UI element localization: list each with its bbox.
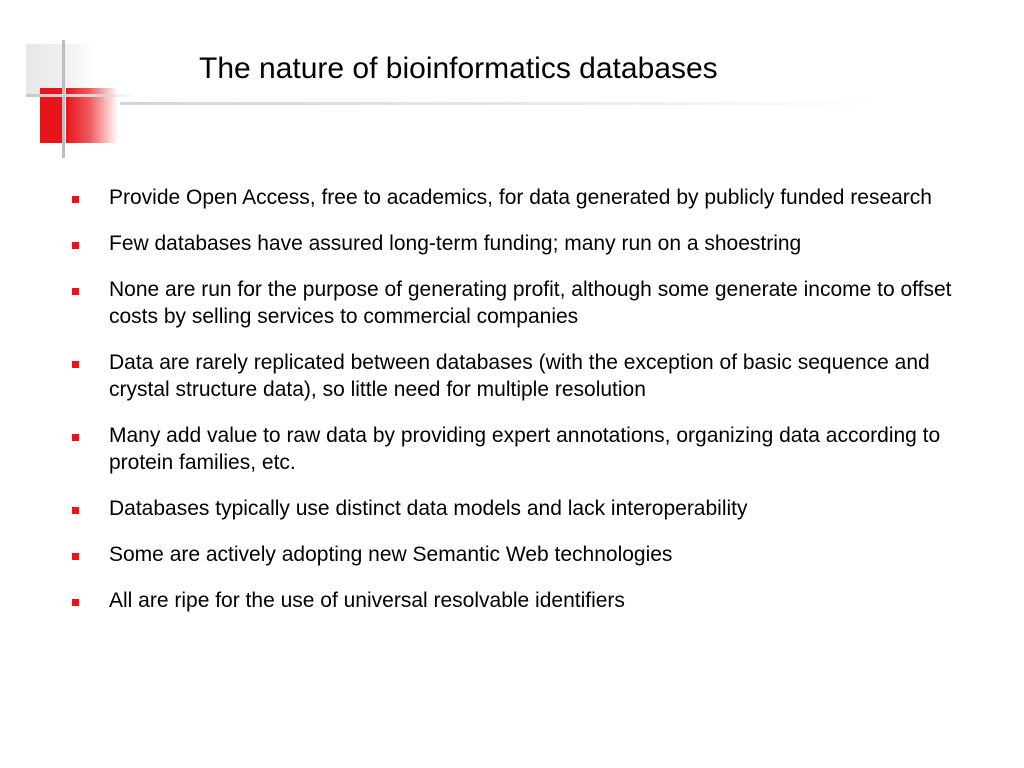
bullet-text: Some are actively adopting new Semantic Web technologies <box>109 543 673 566</box>
bullet-text: Databases typically use distinct data models and lack interoperability <box>109 497 748 520</box>
bullet-item <box>70 587 985 614</box>
bullet-text: None are run for the purpose of generating profit, although some generate income to offset costs by selling services to commercial companies <box>109 278 952 328</box>
bullet-text: Data are rarely replicated between databases (with the exception of basic sequence and crystal structure data), so little need for multiple resolution <box>109 351 930 401</box>
logo-vertical-line <box>62 40 65 158</box>
bullet-item <box>70 541 985 568</box>
title-underline-rule <box>120 102 880 105</box>
bullet-square-icon <box>72 288 79 295</box>
bullet-square-icon <box>72 361 79 368</box>
logo-decoration <box>0 0 140 170</box>
slide-title: The nature of bioinformatics databases <box>199 52 718 85</box>
bullet-item <box>70 184 985 211</box>
bullet-square-icon <box>72 599 79 606</box>
bullet-text: Few databases have assured long-term funding; many run on a shoestring <box>109 232 802 255</box>
logo-horizontal-line <box>26 94 136 97</box>
bullet-item <box>70 276 985 330</box>
bullet-square-icon <box>72 242 79 249</box>
bullet-item <box>70 495 985 522</box>
bullet-text: Provide Open Access, free to academics, for data generated by publicly funded research <box>109 186 932 209</box>
bullet-square-icon <box>72 507 79 514</box>
bullet-text: Many add value to raw data by providing expert annotations, organizing data according to protein families, etc. <box>109 424 941 474</box>
bullet-item <box>70 230 985 257</box>
bullet-list <box>70 184 985 633</box>
bullet-square-icon <box>72 196 79 203</box>
bullet-square-icon <box>72 434 79 441</box>
bullet-item <box>70 422 985 476</box>
bullet-square-icon <box>72 553 79 560</box>
bullet-item <box>70 349 985 403</box>
bullet-text: All are ripe for the use of universal resolvable identifiers <box>109 589 625 612</box>
